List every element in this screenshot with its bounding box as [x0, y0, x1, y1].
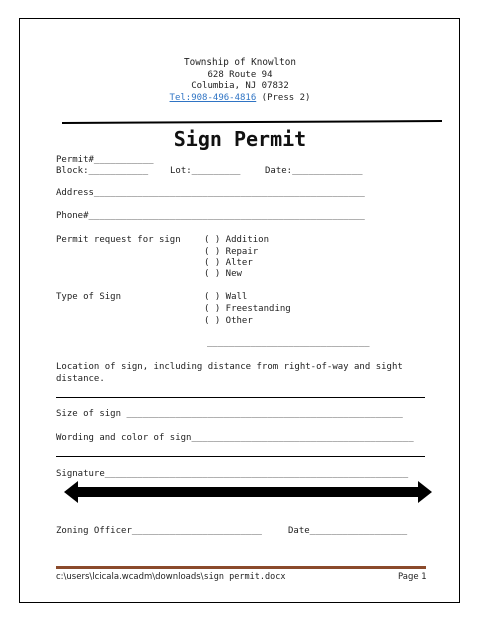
page-number: Page 1 [398, 572, 427, 582]
footer-rule [56, 566, 426, 569]
zoning-officer-field[interactable]: Zoning Officer________________________ [56, 526, 262, 536]
option-other[interactable]: ( ) Other [204, 316, 253, 326]
sign-type-label: Type of Sign [56, 292, 122, 302]
location-answer-rule [56, 397, 425, 398]
address-field[interactable]: Address__________________________________________________ [56, 188, 365, 198]
phone-note: (Press 2) [256, 93, 311, 103]
option-new[interactable]: ( ) New [204, 269, 242, 279]
other-description-field[interactable]: ______________________________ [207, 338, 370, 348]
location-line-2: distance. [56, 374, 105, 384]
file-path-name: sign permit.docx [203, 572, 286, 582]
phone-link[interactable]: Tel:908-496-4816 [169, 93, 257, 103]
option-repair[interactable]: ( ) Repair [204, 247, 259, 257]
location-line-1: Location of sign, including distance from right-of-way and sight [56, 362, 403, 372]
size-of-sign-field[interactable]: Size of sign ___________________________________________________ [56, 409, 403, 419]
signature-field[interactable]: Signature________________________________________________________ [56, 469, 409, 479]
option-freestanding[interactable]: ( ) Freestanding [204, 304, 291, 314]
township-name: Township of Knowlton [184, 57, 296, 68]
street-address: 628 Route 94 [207, 70, 273, 80]
phone-field[interactable]: Phone#___________________________________________________ [56, 211, 365, 221]
option-wall[interactable]: ( ) Wall [204, 292, 248, 302]
permit-request-label: Permit request for sign [56, 235, 181, 245]
block-field[interactable]: Block:___________ [56, 166, 149, 176]
wording-color-field[interactable]: Wording and color of sign_________________________________________ [56, 433, 414, 443]
wording-answer-rule [56, 456, 425, 457]
file-path [56, 573, 285, 582]
permit-number-field[interactable]: Permit#___________ [56, 155, 154, 165]
zoning-date-field[interactable]: Date__________________ [288, 526, 408, 536]
double-arrow-icon [64, 480, 432, 504]
page-title: Sign Permit [173, 127, 307, 151]
phone-line [0, 94, 480, 103]
date-field[interactable]: Date:_____________ [265, 166, 363, 176]
lot-field[interactable]: Lot:_________ [170, 166, 241, 176]
option-addition[interactable]: ( ) Addition [204, 235, 270, 245]
file-path-dir: c:\users\lcicala.wcadm\downloads\ [56, 572, 204, 582]
option-alter[interactable]: ( ) Alter [204, 258, 253, 268]
city-address: Columbia, NJ 07832 [191, 81, 289, 91]
